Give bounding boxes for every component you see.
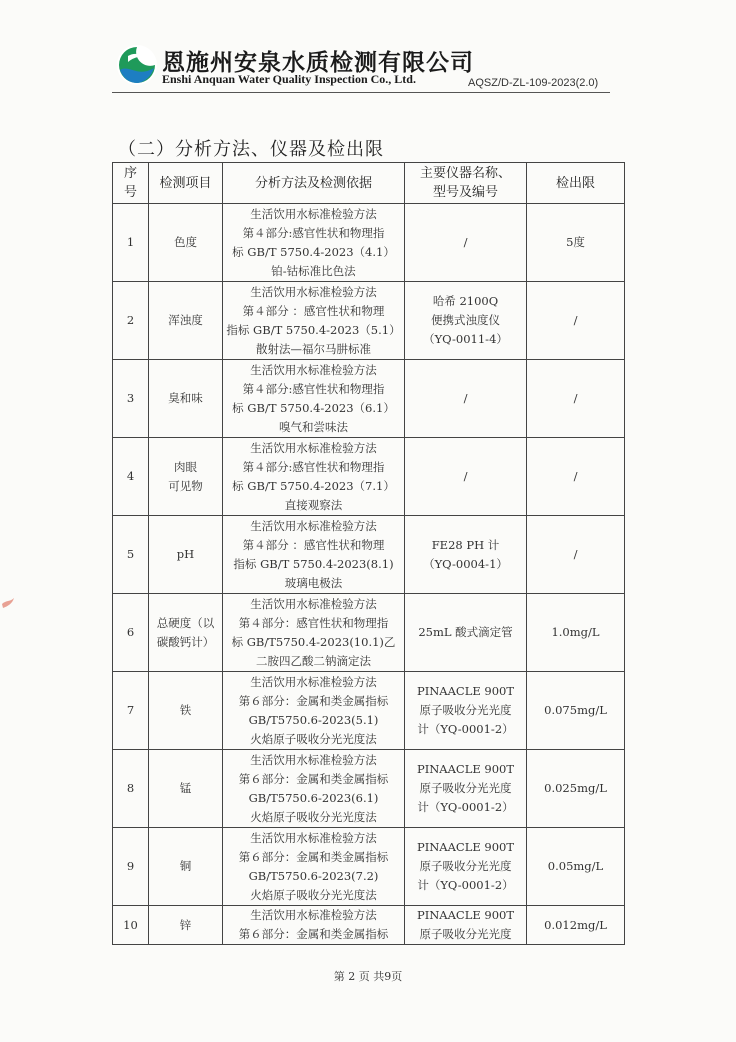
company-name-cn: 恩施州安泉水质检测有限公司 — [162, 49, 474, 76]
cell-method — [223, 360, 405, 438]
table-row — [113, 438, 625, 516]
cell-line: 生活饮用水标准检验方法 — [250, 284, 377, 299]
cell-line: 铁 — [179, 703, 192, 717]
cell-instrument — [405, 750, 527, 828]
page-header — [0, 0, 736, 100]
table-row — [113, 594, 625, 672]
cell-line: pH — [176, 547, 195, 561]
cell-method — [223, 204, 405, 282]
cell-no: 7 — [113, 672, 149, 750]
cell-line: 浑浊度 — [168, 313, 203, 327]
cell-limit: 0.012mg/L — [527, 906, 625, 945]
cell-item — [149, 672, 223, 750]
cell-line: PINAACLE 900T — [416, 840, 515, 854]
cell-line: 火焰原子吸收分光光度法 — [250, 731, 377, 746]
cell-no: 10 — [113, 906, 149, 945]
cell-line: 第６部分：金属和类金属指标 — [238, 849, 389, 864]
cell-line: （YQ-0011-4） — [423, 332, 508, 346]
cell-limit: / — [527, 282, 625, 360]
cell-line: 生活饮用水标准检验方法 — [250, 206, 377, 221]
cell-line: 哈希 2100Q — [432, 294, 499, 308]
page-number: 第 2 页 共9页 — [333, 970, 403, 983]
paper-stain-mark — [0, 590, 22, 614]
cell-item — [149, 438, 223, 516]
cell-limit: / — [527, 438, 625, 516]
cell-no: 4 — [113, 438, 149, 516]
cell-line: 生活饮用水标准检验方法 — [250, 674, 377, 689]
cell-line: 计（YQ-0001-2） — [417, 800, 514, 814]
cell-method — [223, 828, 405, 906]
document-code: AQSZ/D-ZL-109-2023(2.0) — [468, 77, 599, 89]
cell-line: / — [463, 469, 468, 483]
cell-line: 25mL 酸式滴定管 — [418, 625, 513, 639]
cell-line: / — [463, 235, 468, 249]
table-row — [113, 282, 625, 360]
cell-line: 铂-钴标准比色法 — [271, 263, 356, 278]
cell-line: 第６部分：金属和类金属指标 — [238, 771, 389, 786]
cell-item — [149, 282, 223, 360]
cell-line: 铜 — [179, 859, 192, 873]
company-name-en: Enshi Anquan Water Quality Inspection Co., Ltd. — [162, 72, 416, 86]
cell-line: 肉眼 — [174, 459, 197, 474]
cell-line: 玻璃电极法 — [284, 575, 343, 590]
cell-limit: 0.05mg/L — [527, 828, 625, 906]
cell-line: / — [463, 391, 468, 405]
cell-line: 碳酸钙计） — [156, 634, 215, 649]
cell-instrument — [405, 906, 527, 945]
cell-line: 生活饮用水标准检验方法 — [250, 830, 377, 845]
cell-line: 便携式浊度仪 — [431, 313, 500, 327]
cell-line: GB/T5750.6-2023(7.2) — [248, 868, 379, 883]
cell-limit: 0.075mg/L — [527, 672, 625, 750]
cell-method — [223, 906, 405, 945]
cell-instrument — [405, 282, 527, 360]
header-limit: 检出限 — [527, 163, 625, 204]
cell-line: 生活饮用水标准检验方法 — [250, 362, 377, 377]
cell-limit: 0.025mg/L — [527, 750, 625, 828]
table-row — [113, 828, 625, 906]
cell-limit: 5度 — [527, 204, 625, 282]
cell-instrument — [405, 516, 527, 594]
cell-instrument — [405, 360, 527, 438]
cell-line: 生活饮用水标准检验方法 — [250, 752, 377, 767]
section-title: （二）分析方法、仪器及检出限 — [118, 139, 384, 160]
cell-item — [149, 828, 223, 906]
cell-method — [223, 282, 405, 360]
cell-line: 锌 — [179, 917, 192, 932]
cell-line: 锰 — [179, 781, 192, 795]
cell-limit: / — [527, 516, 625, 594]
cell-line: PINAACLE 900T — [416, 762, 515, 776]
cell-limit: 1.0mg/L — [527, 594, 625, 672]
cell-line: 原子吸收分光光度 — [419, 781, 512, 795]
cell-instrument — [405, 828, 527, 906]
header-no: 序 号 — [113, 163, 149, 204]
cell-item — [149, 750, 223, 828]
cell-line: 火焰原子吸收分光光度法 — [250, 887, 377, 902]
cell-no: 6 — [113, 594, 149, 672]
water-drop-logo-icon — [116, 44, 158, 86]
cell-line: （YQ-0004-1） — [423, 556, 508, 571]
cell-no: 2 — [113, 282, 149, 360]
cell-method — [223, 438, 405, 516]
cell-line: 生活饮用水标准检验方法 — [250, 518, 377, 533]
cell-line: 标 GB/T5750.4-2023(10.1)乙 — [231, 634, 396, 649]
cell-item — [149, 594, 223, 672]
cell-line: 计（YQ-0001-2） — [417, 722, 514, 736]
table-body — [113, 204, 625, 945]
cell-line: 第４部分 ：感官性状和物理 — [242, 537, 385, 552]
cell-item — [149, 906, 223, 945]
cell-line: FE28 PH 计 — [431, 537, 500, 552]
cell-line: 嗅气和尝味法 — [279, 419, 348, 434]
header-instrument: 主要仪器名称、 型号及编号 — [405, 163, 527, 204]
cell-line: PINAACLE 900T — [416, 908, 515, 922]
header-item: 检测项目 — [149, 163, 223, 204]
cell-line: 生活饮用水标准检验方法 — [250, 596, 377, 611]
cell-limit: / — [527, 360, 625, 438]
cell-line: PINAACLE 900T — [416, 684, 515, 698]
table-header-row — [113, 163, 625, 204]
cell-line: 标 GB/T 5750.4-2023（6.1） — [232, 400, 395, 415]
cell-line: 直接观察法 — [284, 497, 343, 512]
cell-item — [149, 516, 223, 594]
cell-line: 第４部分 ：感官性状和物理 — [242, 303, 385, 318]
cell-item — [149, 204, 223, 282]
cell-line: 原子吸收分光光度 — [419, 703, 512, 717]
cell-line: 第４部分:感官性状和物理指 — [242, 225, 385, 240]
cell-line: 指标 GB/T 5750.4-2023（5.1） — [226, 322, 401, 337]
cell-method — [223, 750, 405, 828]
cell-method — [223, 516, 405, 594]
cell-line: 第４部分：感官性状和物理指 — [238, 615, 389, 630]
cell-no: 8 — [113, 750, 149, 828]
cell-method — [223, 594, 405, 672]
cell-line: GB/T5750.6-2023(6.1) — [248, 790, 379, 805]
table-row — [113, 750, 625, 828]
cell-instrument — [405, 672, 527, 750]
cell-line: GB/T5750.6-2023(5.1) — [248, 712, 379, 727]
cell-line: 总硬度（以 — [156, 615, 215, 630]
cell-line: 生活饮用水标准检验方法 — [250, 440, 377, 455]
cell-line: 二胺四乙酸二钠滴定法 — [256, 653, 371, 668]
cell-no: 1 — [113, 204, 149, 282]
cell-line: 原子吸收分光光度 — [419, 927, 512, 941]
methods-table — [112, 162, 625, 945]
table-row — [113, 360, 625, 438]
table-row — [113, 906, 625, 945]
cell-line: 第４部分:感官性状和物理指 — [242, 459, 385, 474]
cell-method — [223, 672, 405, 750]
cell-line: 原子吸收分光光度 — [419, 859, 512, 873]
cell-no: 9 — [113, 828, 149, 906]
table-row — [113, 672, 625, 750]
cell-line: 火焰原子吸收分光光度法 — [250, 809, 377, 824]
cell-line: 可见物 — [168, 478, 203, 493]
cell-line: 第４部分:感官性状和物理指 — [242, 381, 385, 396]
cell-no: 3 — [113, 360, 149, 438]
header-divider — [112, 92, 610, 93]
cell-instrument — [405, 438, 527, 516]
cell-instrument — [405, 594, 527, 672]
cell-line: 指标 GB/T 5750.4-2023(8.1) — [233, 556, 394, 571]
cell-line: 标 GB/T 5750.4-2023（4.1） — [232, 244, 395, 259]
cell-line: 标 GB/T 5750.4-2023（7.1） — [232, 478, 395, 493]
cell-line: 第６部分：金属和类金属指标 — [238, 693, 389, 708]
cell-item — [149, 360, 223, 438]
cell-line: 生活饮用水标准检验方法 — [250, 908, 377, 922]
cell-instrument — [405, 204, 527, 282]
cell-line: 第６部分：金属和类金属指标 — [238, 927, 389, 941]
cell-line: 散射法—福尔马肼标准 — [256, 341, 371, 356]
cell-line: 色度 — [174, 235, 197, 249]
table-row — [113, 516, 625, 594]
cell-no: 5 — [113, 516, 149, 594]
cell-line: 臭和味 — [168, 391, 203, 405]
cell-line: 计（YQ-0001-2） — [417, 878, 514, 892]
table-row — [113, 204, 625, 282]
header-method: 分析方法及检测依据 — [223, 163, 405, 204]
